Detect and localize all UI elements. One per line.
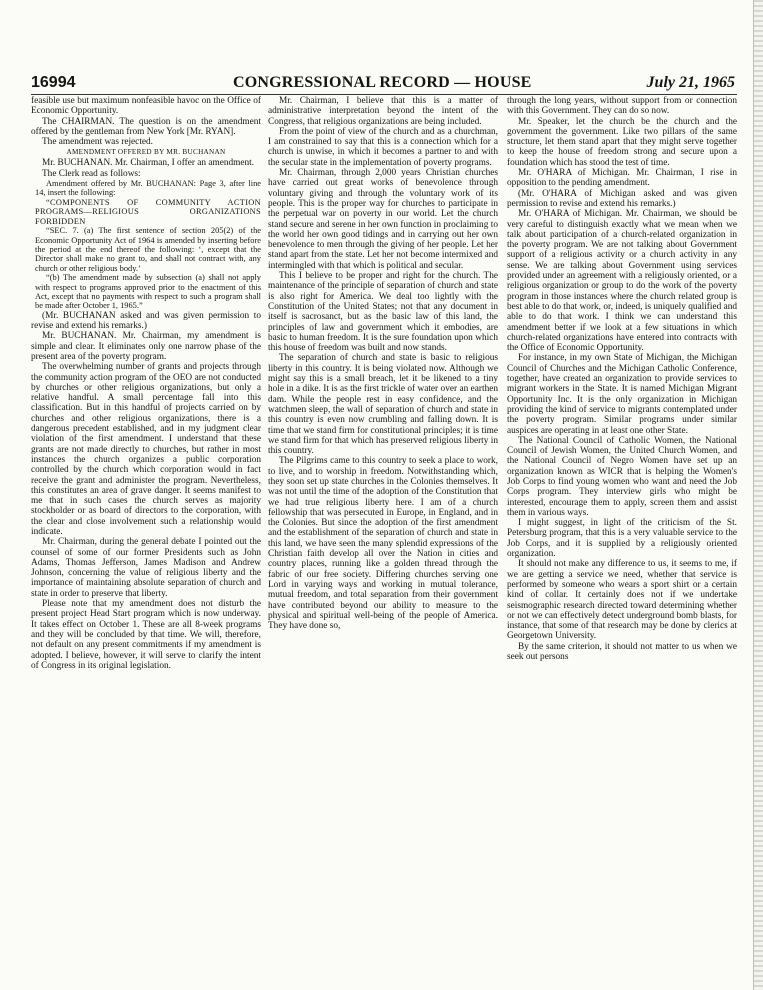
column-3 (507, 96, 737, 941)
paragraph: The National Council of Catholic Women, the National Council of Jewish Women, the United Church Women, and the National Council of Negro Women have set up an organization known as WICR that is helping the Women's Job Corps to find young women who want and need the Job Corps program. They interview girls who might be interested, encourage them to apply, screen them and assist them in various ways. (507, 435, 737, 518)
paragraph: Mr. Chairman, through 2,000 years Christian churches have carried out great works of benevolence through voluntary giving and through the voluntary work of its people. This is the proper way for churches to participate in the perpetual war on poverty in our world. Let the church stand secure and serene in her own function in proclaiming to the world her own good tidings and in carrying out her own benevolence to men through the giving of her people. Let her stand apart from the state. Let her not become intermixed and intermingled with that which is political and secular. (268, 168, 498, 271)
column-1 (31, 96, 261, 941)
column-2 (268, 96, 498, 941)
page-number: 16994 (31, 74, 76, 91)
paragraph: The Clerk read as follows: (42, 168, 141, 179)
paragraph: Please note that my amendment does not disturb the present project Head Start program which is now underway. It takes effect on October 1. These are all 8-week programs and they will be concluded by that time. We will, therefore, not default on any present commitments if my amendment is adopted. I believe, however, it will serve to clarify the intent of Congress in its original legislation. (31, 599, 261, 671)
paragraph: Mr. BUCHANAN. Mr. Chairman, I offer an amendment. (42, 158, 255, 169)
paragraph: Mr. BUCHANAN. Mr. Chairman, my amendment is simple and clear. It eliminates only one narrow phase of the present area of the poverty program. (31, 331, 261, 362)
paragraph: Mr. Speaker, let the church be the church and the government the government. Like two pillars of the same structure, let them stand apart that they might serve together to keep the house of freedom strong and secure upon a foundation which has stood the test of time. (507, 116, 737, 168)
paragraph: feasible use but maximum nonfeasible havoc on the Office of Economic Opportunity. (31, 96, 261, 117)
paragraph: Amendment offered by Mr. BUCHANAN: Page 3, after line 14, insert the following: (35, 179, 261, 198)
paragraph: The Pilgrims came to this country to seek a place to work, to live, and to worship in freedom. Notwithstanding which, they soon set up state churches in the Colonies themselves. It was not until the time of the adoption of the Constitution that we had true religious liberty here. I am of a church fellowship that was persecuted in Europe, in England, and in the Colonies. But since the adoption of the first amendment and the establishment of the separation of church and state in this land, we have seen the many splendid expressions of the Christian faith develop all over the Nation in cities and country places, running like a golden thread through the fabric of our free society. Differing churches serving one Lord in varying ways and working in mutual tolerance, mutual freedom, and total separation from their government have contributed beyond our ability to measure to the physical and spiritual well-being of the people of America. They have done so, (268, 456, 498, 632)
paragraph: From the point of view of the church and as a churchman, I am constrained to say that this is a connection which for a church is unwise, in which it becomes a partner to and with the secular state in the implementation of poverty programs. (268, 126, 498, 168)
paragraph: Mr. O'HARA of Michigan. Mr. Chairman, I rise in opposition to the pending amendment. (507, 168, 737, 189)
paragraph: (Mr. BUCHANAN asked and was given permission to revise and extend his remarks.) (31, 310, 261, 332)
paragraph: through the long years, without support from or connection with this Government. They can do so now. (507, 96, 737, 117)
paragraph: For instance, in my own State of Michigan, the Michigan Council of Churches and the Michigan Catholic Conference, together, have created an organization to provide services to migrant workers in the State. It is named Michigan Migrant Opportunity Inc. It is the only organization in Michigan providing the kind of service to migrants contemplated under the poverty program. Similar programs under similar auspices are operating in at least one other State. (507, 353, 737, 436)
paragraph: The amendment was rejected. (42, 137, 153, 148)
page-edge (753, 0, 763, 990)
running-title: CONGRESSIONAL RECORD — HOUSE (233, 74, 532, 91)
paragraph: The CHAIRMAN. The question is on the amendment offered by the gentleman from New York [Mr. RYAN]. (31, 116, 261, 137)
paragraph: I might suggest, in light of the criticism of the St. Petersburg program, that this is a very valuable service to the Job Corps, and it is supplied by a religiously oriented organization. (507, 518, 737, 560)
paragraph: Mr. O'HARA of Michigan. Mr. Chairman, we should be very careful to distinguish exactly what we mean when we talk about participation of a church-related organization in the poverty program. We are not talking about Government support of a religious activity or a church activity in any sense. We are talking about Government using services provided under an agreement with a religiously oriented, or a religious organization or group to do the work of the poverty program in those instances where the church related group is best able to do that work, or, indeed, is uniquely qualified and able to do that work. I think we can understand this amendment better if we look at a few situations in which church-related organizations have entered into contracts with the Office of Economic Opportunity. (507, 209, 737, 354)
paragraph: This I believe to be proper and right for the church. The maintenance of the principle of separation of church and state is also right for America. We deal too lightly with the Constitution of the United States; not that any document in itself is sacrosanct, but as the basic law of this land, the principles of law and government which it embodies, are basic to human freedom. It is the sure foundation upon which this house of freedom was built and now stands. (268, 271, 498, 354)
paragraph: The separation of church and state is basic to religious liberty in this country. It is being violated now. Although we might say this is a small breach, let it be likened to a tiny hole in a dike. It is as the first trickle of water over an earthen dam. While the people rest in easy confidence, and the watchmen sleep, the wall of separation of church and state in this country is even now crumbling and falling down. It is time that we stand firm for constitutional principles; it is time we stand firm for that which has preserved religious liberty in this country. (268, 353, 498, 457)
paragraph: “COMPONENTS OF COMMUNITY ACTION PROGRAMS—RELIGIOUS ORGANIZATIONS FORBIDDEN (35, 197, 261, 226)
paragraph: (Mr. O'HARA of Michigan asked and was given permission to revise and extend his remarks.) (507, 188, 737, 209)
header-rule (31, 94, 737, 95)
page-header (31, 72, 737, 94)
paragraph: By the same criterion, it should not matter to us when we seek out persons (507, 641, 737, 663)
page-date: July 21, 1965 (646, 74, 735, 91)
paragraph: Mr. Chairman, I believe that this is a matter of administrative interpretation beyond the intent of the Congress, that religious organizations are being included. (268, 96, 498, 127)
paragraph: It should not make any difference to us, it seems to me, if we are getting a service we need, whether that service is performed by someone who wears a sport shirt or a certain kind of collar. It certainly does not if we undertake seismographic research directed toward determining whether or not we can effectively detect underground bomb blasts, for instance, that some of that research may be done by clerics at Georgetown University. (507, 559, 737, 642)
paragraph: The overwhelming number of grants and projects through the community action program of the OEO are not conducted by churches or other religious organizations, but only a relative handful. A small percentage fall into this classification. But in this handful of projects carried on by churches and other religious organizations, there is a dangerous precedent established, and in my judgment clear violation of the first amendment. I understand that these grants are not made directly to churches, but rather in most instances the church organizes a public corporation controlled by the church which corporation would in fact receive the grant and administer the program. Nevertheless, this constitutes an area of grave danger. It seems manifest to me that in such cases the church serves as majority stockholder or as board of directors to the corporation, with the clear and close involvement such a relationship would indicate. (31, 362, 261, 537)
paragraph: “SEC. 7. (a) The first sentence of section 205(2) of the Economic Opportunity Act of 1964 is amended by inserting before the period at the end thereof the following: ‘, except that the Director shall make no grant to, and shall not contract with, any church or other religious body.’ (35, 226, 261, 273)
paragraph: Mr. Chairman, during the general debate I pointed out the counsel of some of our former Presidents such as John Adams, Thomas Jefferson, James Madison and Andrew Johnson, concerning the value of religious liberty and the importance of maintaining absolute separation of church and state in order to preserve that liberty. (31, 537, 261, 599)
paragraph: “(b) The amendment made by subsection (a) shall not apply with respect to programs approved prior to the enactment of this Act, except that no payments with respect to such a program shall be made after October 1, 1965.” (35, 273, 261, 311)
paragraph: AMENDMENT OFFERED BY MR. BUCHANAN (66, 148, 226, 157)
